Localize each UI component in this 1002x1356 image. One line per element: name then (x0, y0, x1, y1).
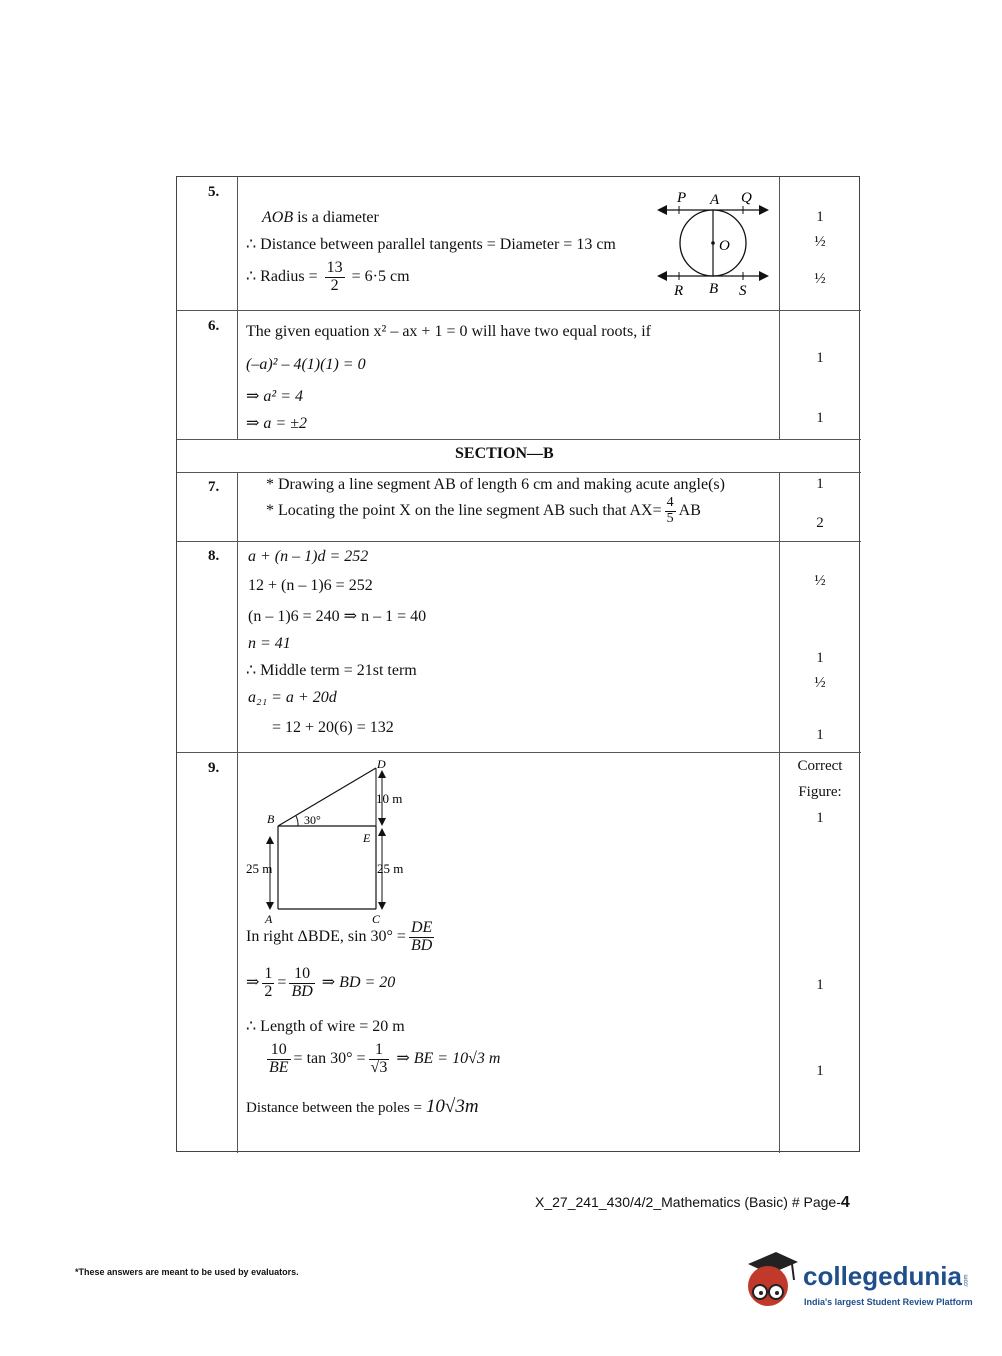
q5-label-o: O (719, 238, 730, 254)
q9-line-5 (246, 1096, 479, 1118)
q9-mark: 1 (816, 1063, 824, 1079)
section-b-heading: SECTION—B (455, 445, 554, 462)
q8-mark: 1 (816, 727, 824, 743)
q5-fraction-den: 2 (330, 276, 339, 294)
q5-circle-figure (655, 186, 775, 302)
page-number: 4 (840, 1194, 850, 1211)
q7-line-2-text: * Locating the point X on the line segment AB such that AX= (266, 501, 662, 519)
q9-frac-b (289, 966, 314, 1001)
q5-label-q: Q (741, 190, 752, 206)
q5-mark: ½ (814, 271, 826, 287)
q9-frac-b-num: 10 (289, 966, 314, 984)
logo-domain: .com (963, 1274, 970, 1288)
q9-frac-d (369, 1042, 390, 1077)
q9-frac-c-den: BE (269, 1058, 289, 1076)
row-divider (177, 752, 861, 753)
q8-mark: ½ (814, 573, 826, 589)
q5-line-3 (246, 260, 410, 295)
q9-be-value: ⇒ BE = 10√3 m (396, 1049, 501, 1067)
question-number-8: 8. (208, 548, 220, 564)
q9-fraction (409, 920, 434, 955)
q9-tan-text: = tan 30° = (293, 1049, 366, 1067)
row-divider (177, 310, 861, 311)
q5-line-1-text: is a diameter (297, 209, 379, 226)
col-divider-1b (237, 472, 238, 1153)
col-divider-1 (237, 177, 238, 439)
q5-label-b: B (709, 281, 719, 297)
question-number-7: 7. (208, 479, 220, 495)
q9-fraction-num: DE (410, 919, 433, 936)
q5-line-2: ∴ Distance between parallel tangents = Diameter = 13 cm (246, 236, 616, 253)
row-divider (177, 541, 861, 542)
q8-line: = 12 + 20(6) = 132 (272, 719, 394, 736)
row-divider (177, 439, 861, 440)
q9-fraction-den: BD (410, 936, 433, 954)
q6-mark: 1 (816, 410, 824, 426)
q5-mark: 1 (816, 209, 824, 225)
q8-line: 12 + (n – 1)6 = 252 (248, 577, 373, 594)
q9-frac-d-num: 1 (369, 1042, 390, 1060)
q9-frac-a-num: 1 (264, 965, 273, 982)
q9-mark-figure: Figure: (798, 784, 842, 800)
q5-fraction (325, 260, 345, 295)
evaluator-note: *These answers are meant to be used by evaluators. (75, 1267, 299, 1277)
q5-radius-label: ∴ Radius = (246, 267, 318, 285)
q9-de-length: 10 m (376, 791, 403, 806)
q9-frac-c-num: 10 (267, 1042, 291, 1060)
q6-line-4: ⇒ a = ±2 (246, 415, 307, 432)
page-id-text: X_27_241_430/4/2_Mathematics (Basic) # Page- (535, 1194, 841, 1210)
q8-line: n = 41 (248, 635, 291, 652)
q8-line: a₂₁ = a + 20d (248, 689, 337, 706)
q8-line: (n – 1)6 = 240 ⇒ n – 1 = 40 (248, 608, 427, 625)
q5-line-1-var: AOB (262, 209, 298, 226)
q9-label-d: D (377, 757, 386, 771)
q6-mark: 1 (816, 350, 824, 366)
q9-distance-value: 10√3m (425, 1096, 479, 1117)
q9-poles-figure (240, 756, 420, 928)
question-number-6: 6. (208, 318, 220, 334)
q9-label-b: B (267, 812, 275, 826)
q9-ce-length: 25 m (377, 861, 404, 876)
q9-bd-value: ⇒ BD = 20 (321, 973, 396, 991)
q8-mark: 1 (816, 650, 824, 666)
logo-name: collegedunia (803, 1261, 962, 1291)
q9-mark-figure: Correct (797, 758, 843, 774)
q5-label-s: S (739, 283, 747, 299)
page-identifier (535, 1194, 850, 1212)
q9-label-a: A (265, 912, 273, 926)
q7-fraction-den: 5 (666, 510, 674, 526)
q9-line-1 (246, 920, 437, 955)
q9-frac-b-den: BD (291, 982, 313, 1000)
q9-line-4 (264, 1042, 500, 1077)
q5-fraction-num: 13 (326, 259, 343, 276)
q6-line-1: The given equation x² – ax + 1 = 0 will have two equal roots, if (246, 323, 651, 340)
q9-label-c: C (372, 912, 381, 926)
q9-frac-a (262, 966, 274, 1001)
q9-line-3: ∴ Length of wire = 20 m (246, 1018, 405, 1035)
q5-label-p: P (677, 190, 687, 206)
q6-line-3: ⇒ a² = 4 (246, 388, 303, 405)
q7-mark: 2 (816, 515, 824, 531)
q7-mark: 1 (816, 476, 824, 492)
q5-line-1 (262, 209, 379, 227)
collegedunia-logo-icon (740, 1250, 802, 1314)
question-number-5: 5. (208, 184, 220, 200)
q8-line: ∴ Middle term = 21st term (246, 662, 417, 679)
q9-mark-figure: 1 (816, 810, 824, 826)
q9-frac-c (267, 1042, 291, 1077)
q7-line-1: * Drawing a line segment AB of length 6 cm and making acute angle(s) (266, 476, 725, 493)
q9-frac-d-den: √3 (370, 1058, 388, 1076)
q5-label-r: R (674, 283, 684, 299)
question-number-9: 9. (208, 760, 220, 776)
q9-mark: 1 (816, 977, 824, 993)
q6-line-2: (–a)² – 4(1)(1) = 0 (246, 356, 366, 373)
q9-ab-length: 25 m (246, 861, 273, 876)
q5-label-a: A (710, 192, 720, 208)
q5-mark: ½ (814, 234, 826, 250)
q7-fraction (665, 496, 676, 526)
q9-distance-label: Distance between the poles = (246, 1100, 422, 1116)
q9-line-1-text: In right ΔBDE, sin 30° = (246, 927, 406, 945)
q7-fraction-num: 4 (666, 495, 674, 510)
q9-angle-label: 30° (304, 813, 321, 827)
q7-line-2 (266, 496, 701, 526)
q8-mark: ½ (814, 675, 826, 691)
logo-tagline: India's largest Student Review Platform (804, 1297, 973, 1307)
q5-radius-value: = 6·5 cm (351, 267, 410, 285)
q8-line: a + (n – 1)d = 252 (248, 548, 369, 565)
q9-line-2: ⇒ $\frac{1}{2}$ = $\frac{10}{BD}$ ⇒ BD = 20 (246, 965, 396, 1000)
q7-line-2-end: AB (678, 501, 701, 519)
row-divider (177, 472, 861, 473)
q9-label-e: E (363, 831, 371, 845)
q9-frac-a-den: 2 (264, 982, 273, 1000)
